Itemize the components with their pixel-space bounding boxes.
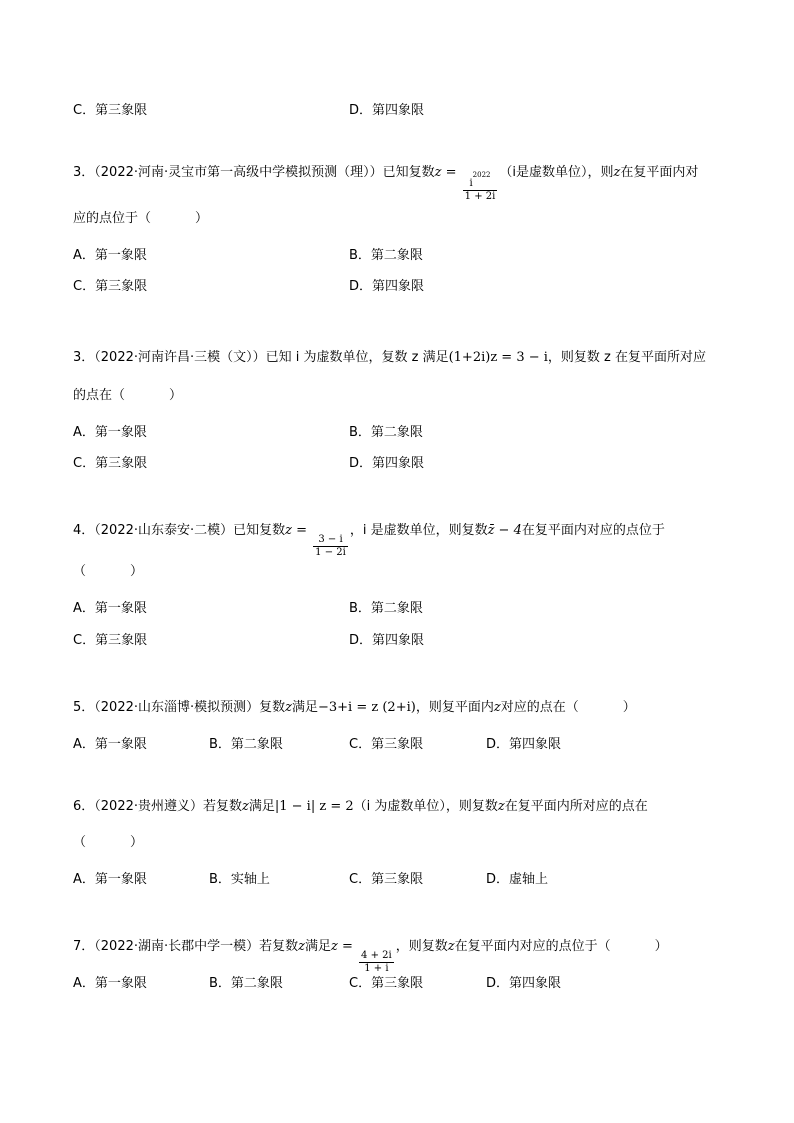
option-b: B．实轴上: [209, 872, 270, 887]
option-a: A．第一象限: [73, 248, 147, 263]
option-c: C．第三象限: [349, 976, 424, 991]
option-d: D．第四象限: [349, 279, 425, 294]
option-c: C．第三象限: [349, 737, 424, 752]
question-stem: 7．（2022·湖南·长郡中学一模）若复数z满足z = $\frac{4 + 2i}{1 + i}$ ，则复数z在复平面内对应的点位于（ ）: [73, 939, 668, 974]
option-c: C．第三象限: [73, 103, 148, 118]
formula: (1+2i)z = 3 − i: [448, 350, 548, 365]
option-a: A．第一象限: [73, 737, 147, 752]
formula: −3+i = z (2+i): [318, 700, 416, 715]
formula: z̄ − 4: [487, 523, 522, 538]
option-c: C．第三象限: [73, 456, 148, 471]
question-stem-cont: （ ）: [73, 564, 144, 579]
question-stem: 6．（2022·贵州遵义）若复数z满足|1 − i| z = 2（i 为虚数单位），则复数z在复平面内所对应的点在: [73, 799, 648, 814]
option-d: D．第四象限: [486, 737, 562, 752]
option-d: D．第四象限: [349, 456, 425, 471]
option-d: D．第四象限: [349, 633, 425, 648]
fraction: $\frac{i^{2022}}{1 + 2i}$: [464, 171, 496, 202]
option-b: B．第二象限: [349, 248, 423, 263]
fraction: $\frac{4 + 2i}{1 + i}$: [361, 950, 392, 974]
option-d: D．第四象限: [349, 103, 425, 118]
fraction: $\frac{3 - i}{1 - 2i}$: [315, 534, 346, 558]
question-stem-cont: 的点在（ ）: [73, 388, 183, 403]
question-stem: 3．（2022·河南许昌·三模（文））已知 i 为虚数单位，复数 z 满足(1+2i)z = 3 − i，则复数 z 在复平面所对应: [73, 350, 707, 365]
option-d: D．虚轴上: [486, 872, 549, 887]
question-stem: 3．（2022·河南·灵宝市第一高级中学模拟预测（理））已知复数z = $\frac{i^{2022}}{1 + 2i}$ （i是虚数单位），则z在复平面内对: [73, 165, 699, 202]
option-b: B．第二象限: [209, 737, 283, 752]
question-stem-cont: （ ）: [73, 835, 144, 850]
option-b: B．第二象限: [349, 601, 423, 616]
option-a: A．第一象限: [73, 425, 147, 440]
option-a: A．第一象限: [73, 872, 147, 887]
question-stem-cont: 应的点位于（ ）: [73, 211, 209, 226]
option-b: B．第二象限: [349, 425, 423, 440]
option-a: A．第一象限: [73, 601, 147, 616]
option-d: D．第四象限: [486, 976, 562, 991]
option-c: C．第三象限: [73, 279, 148, 294]
option-a: A．第一象限: [73, 976, 147, 991]
option-c: C．第三象限: [73, 633, 148, 648]
option-b: B．第二象限: [209, 976, 283, 991]
question-stem: 4．（2022·山东泰安·二模）已知复数z = $\frac{3 - i}{1 - 2i}$ ，i 是虚数单位，则复数z̄ − 4在复平面内对应的点位于: [73, 523, 665, 558]
formula: |1 − i| z = 2: [274, 799, 354, 814]
option-c: C．第三象限: [349, 872, 424, 887]
question-stem: 5．（2022·山东淄博·模拟预测）复数z满足−3+i = z (2+i)，则复平面内z对应的点在（ ）: [73, 700, 636, 715]
